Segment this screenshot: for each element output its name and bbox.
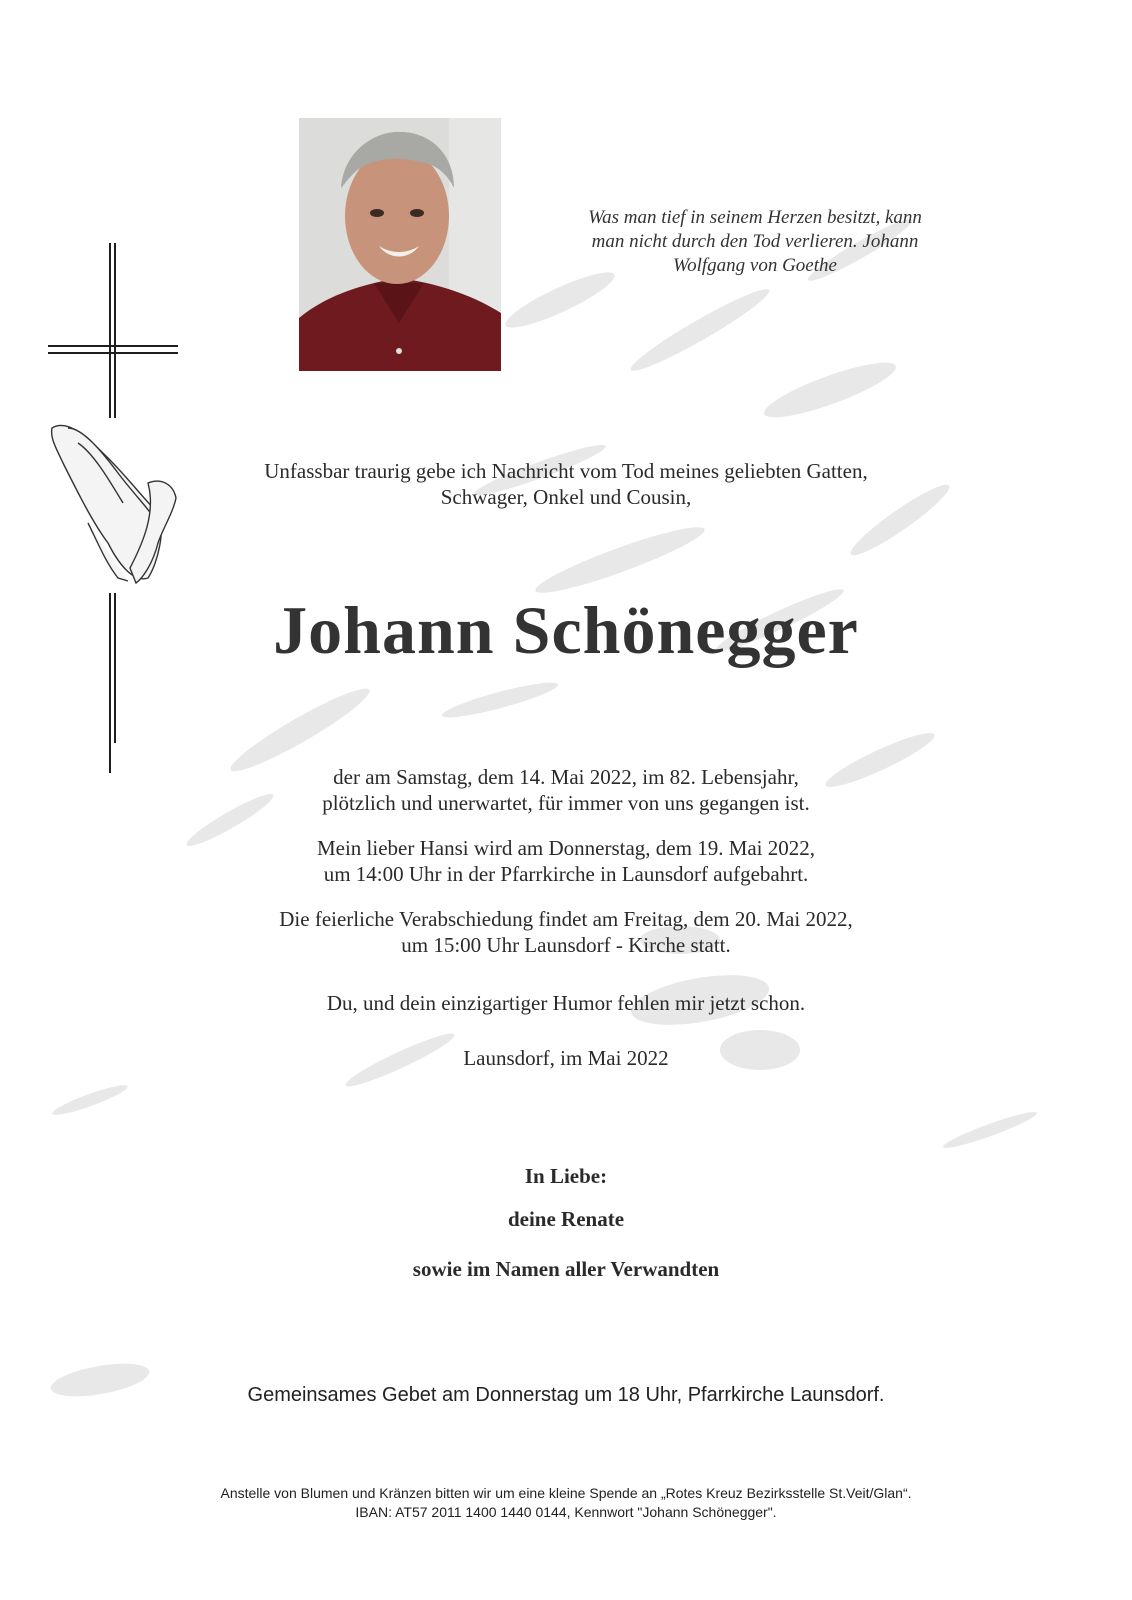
goethe-quote: [560, 206, 950, 278]
funeral-paragraph: [0, 906, 1132, 958]
paragraph-line: um 14:00 Uhr in der Pfarrkirche in Launsdorf aufgebahrt.: [323, 862, 809, 886]
place-date: [0, 1045, 1132, 1071]
footer-line: IBAN: AT57 2011 1400 1440 0144, Kennwort "Johann Schönegger".: [355, 1504, 777, 1520]
quote-line: Wolfgang von Goethe: [673, 255, 837, 276]
personal-message: [0, 990, 1132, 1016]
paragraph-line: um 15:00 Uhr Launsdorf - Kirche statt.: [401, 933, 731, 957]
paragraph-line: der am Samstag, dem 14. Mai 2022, im 82. Lebensjahr,: [333, 765, 799, 789]
footer-line: Anstelle von Blumen und Kränzen bitten wir um eine kleine Spende an „Rotes Kreuz Bezirksstelle St.Veit/Glan“.: [220, 1485, 912, 1501]
deceased-name: Johann Schönegger: [273, 592, 859, 668]
portrait-photo: [299, 118, 501, 371]
signature-heading: In Liebe:: [524, 1164, 608, 1188]
signature-name: deine Renate: [507, 1207, 625, 1231]
intro-text: [0, 458, 1132, 510]
intro-line: Schwager, Onkel und Cousin,: [440, 485, 692, 509]
wake-paragraph: [0, 835, 1132, 887]
paragraph-line: Du, und dein einzigartiger Humor fehlen mir jetzt schon.: [326, 991, 806, 1015]
paragraph-line: Mein lieber Hansi wird am Donnerstag, dem 19. Mai 2022,: [316, 836, 816, 860]
signature-family: sowie im Namen aller Verwandten: [412, 1257, 720, 1281]
intro-line: Unfassbar traurig gebe ich Nachricht vom Tod meines geliebten Gatten,: [264, 459, 868, 483]
death-notice-paragraph: [0, 764, 1132, 816]
prayer-note: Gemeinsames Gebet am Donnerstag um 18 Uhr, Pfarrkirche Launsdorf.: [247, 1384, 885, 1406]
paragraph-line: plötzlich und unerwartet, für immer von uns gegangen ist.: [322, 791, 810, 815]
paragraph-line: Launsdorf, im Mai 2022: [463, 1046, 669, 1070]
donation-footer: [0, 1484, 1132, 1522]
quote-line: man nicht durch den Tod verlieren. Johann: [591, 231, 919, 252]
quote-line: Was man tief in seinem Herzen besitzt, kann: [588, 207, 922, 228]
paragraph-line: Die feierliche Verabschiedung findet am Freitag, dem 20. Mai 2022,: [279, 907, 853, 931]
